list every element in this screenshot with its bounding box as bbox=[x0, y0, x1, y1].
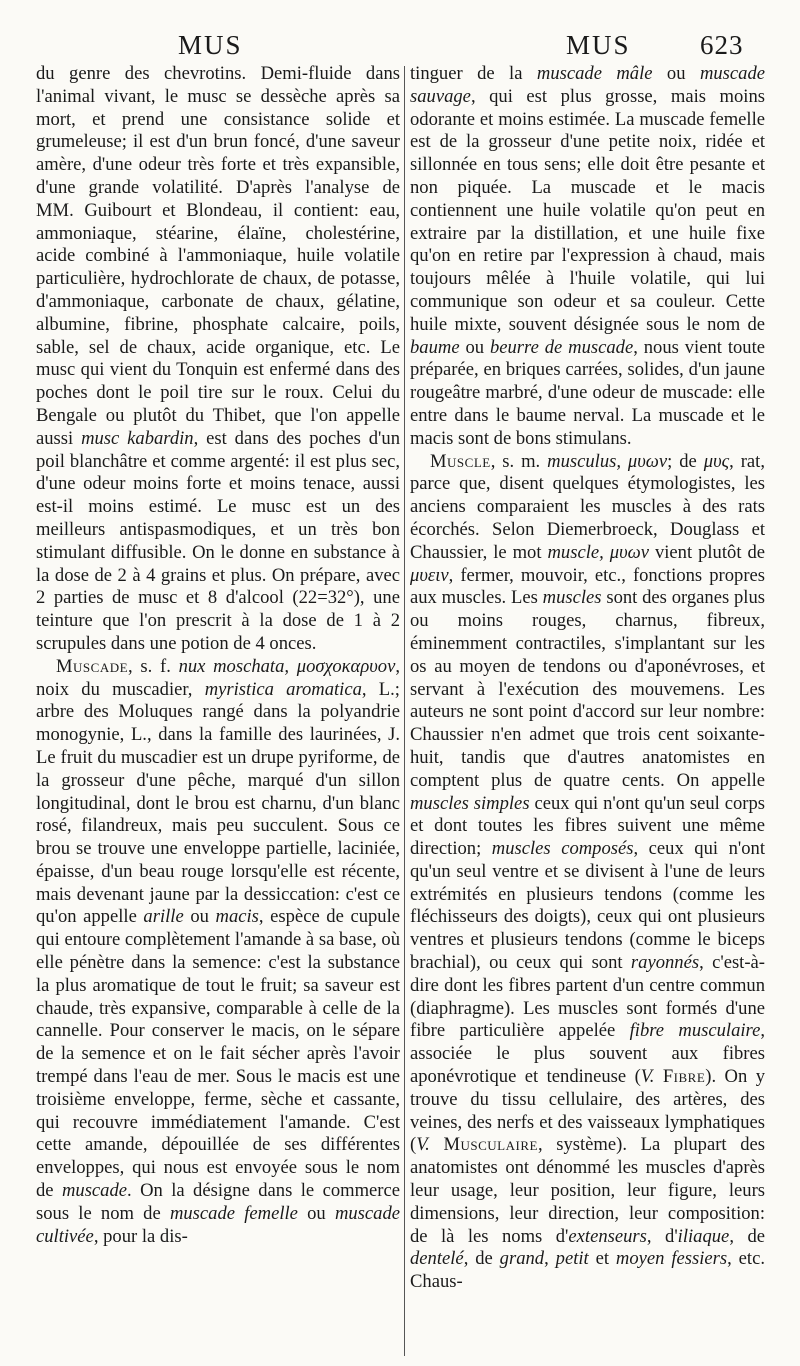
italic-text: baume bbox=[410, 336, 460, 358]
italic-text: macis bbox=[215, 906, 259, 928]
right-column bbox=[410, 63, 765, 1353]
italic-text: beurre de muscade bbox=[489, 336, 634, 358]
italic-text: muscles simples bbox=[410, 792, 530, 814]
text-run: , d' bbox=[646, 1225, 678, 1247]
text-run: , s. f. bbox=[128, 655, 179, 677]
text-run: , noix du muscadier, bbox=[36, 655, 400, 700]
italic-text: V. bbox=[416, 1134, 430, 1156]
entry-headword: Muscade bbox=[56, 655, 129, 677]
italic-text: muscle, μυων bbox=[547, 541, 649, 563]
italic-text: fibre musculaire bbox=[629, 1020, 761, 1042]
text-run: , de bbox=[463, 1248, 500, 1270]
italic-text: muscade mâle bbox=[536, 63, 653, 84]
running-head bbox=[0, 30, 800, 66]
italic-text: muscles composés bbox=[491, 838, 634, 860]
paragraph bbox=[36, 63, 400, 656]
column-rule bbox=[404, 66, 405, 1356]
running-head-right: MUS bbox=[566, 30, 631, 60]
italic-text: musculus, μυων bbox=[547, 450, 668, 472]
italic-text: muscade sauvage bbox=[410, 63, 765, 107]
text-run: . On la désigne dans le commerce sous le nom de bbox=[36, 1180, 400, 1224]
entry-headword: Musculaire bbox=[443, 1134, 538, 1156]
text-run: ou bbox=[652, 63, 700, 84]
italic-text: muscade femelle bbox=[169, 1202, 298, 1224]
text-run: , L.; arbre des Moluques rangé dans la polyandrie monogynie, L., dans la famille des laurinées, J. Le fruit du muscadier est un drupe pyriforme, de la grosseur d'une pêche, marqué d'un sillon longitudinal, dont le brou est charnu, d'un blanc rosé, filandreux, mais peu succulent. Sous ce brou se trouve une enveloppe partielle, laciniée, épaisse, d'un beau rouge lorsqu'elle est récente, mais devenant jaune par la dessiccation: c'est ce qu'on appelle bbox=[36, 678, 400, 928]
paragraph bbox=[410, 451, 765, 1294]
text-run bbox=[654, 1066, 662, 1087]
text-run: , etc. Chaus- bbox=[410, 1248, 765, 1293]
italic-text: muscade bbox=[61, 1180, 128, 1202]
text-run: tinguer de la bbox=[410, 63, 537, 84]
paragraph bbox=[410, 63, 765, 451]
italic-text: V. bbox=[640, 1066, 655, 1088]
italic-text: petit bbox=[555, 1248, 589, 1270]
text-run: , fermer, mouvoir, etc., fonctions propres aux muscles. Les bbox=[410, 564, 765, 609]
text-run: , c'est-à-dire dont les fibres partent d'un centre commun (diaphragme). Les muscles sont formés d'une fibre particulière appelée bbox=[410, 952, 765, 1042]
page-number: 623 bbox=[700, 30, 744, 60]
text-run: , de bbox=[729, 1225, 765, 1247]
italic-text: rayonnés bbox=[630, 952, 700, 974]
italic-text: μυειν bbox=[410, 564, 449, 586]
text-run: et bbox=[588, 1248, 616, 1270]
entry-headword: Fibre bbox=[662, 1066, 706, 1088]
text-run: , s. m. bbox=[490, 450, 548, 472]
italic-text: nux moschata, μοσχοκαρυον bbox=[178, 655, 396, 677]
text-run: du genre des chevrotins. Demi-fluide dans l'animal vivant, le musc se dessèche après sa mort, et prend une consistance solide et grumeleuse; il est d'un brun foncé, d'une saveur amère, d'une odeur très forte et très expansible, d'une grande volatilité. D'après l'analyse de MM. Guibourt et Blondeau, il contient: eau, ammoniaque, stéarine, élaïne, cholestérine, acide combiné à l'ammoniaque, huile volatile particulière, hydrochlorate de chaux, de potasse, d'ammoniaque, carbonate de chaux, gélatine, albumine, fibrine, phosphate calcaire, poils, sable, sel de chaux, acide organique, etc. Le musc qui vient du Tonquin est enfermé dans des poches dont le poil tire sur le roux. Celui du Bengale ou plutôt du Thibet, que l'on appelle aussi bbox=[36, 63, 400, 449]
entry-headword: Muscle bbox=[430, 450, 491, 472]
text-run: , bbox=[544, 1248, 556, 1270]
text-run: , pour la dis- bbox=[93, 1225, 188, 1247]
text-run: vient plutôt de bbox=[648, 541, 765, 563]
italic-text: muscade cultivée bbox=[36, 1202, 400, 1247]
text-run: sont des organes plus ou moins rouges, charnus, fibreux, éminemment contractiles, s'implantant sur les os au moyen de tendons ou d'aponévroses, et servant à l'exécution des mouvemens. Les auteurs ne sont point d'accord sur leur nombre: Chaussier n'en admet que trois cent soixante-huit, tandis que d'autres anatomistes en comptent plus de quatre cents. On appelle bbox=[410, 587, 765, 791]
text-run: ou bbox=[459, 336, 490, 358]
text-run: , système). La plupart des anatomistes ont dénommé les muscles d'après leur usage, leur position, leur figure, leurs dimensions, leur direction, leur composition: de là les noms d' bbox=[410, 1134, 765, 1247]
italic-text: arille bbox=[143, 906, 184, 928]
left-column bbox=[36, 63, 400, 1353]
italic-text: iliaque bbox=[677, 1225, 730, 1247]
text-run: , espèce de cupule qui entoure complètement l'amande à sa base, où elle pénètre dans la semence: c'est la substance la plus aromatique de tout le fruit; sa saveur est chaude, très expansive, comparable à celle de la cannelle. Pour conserver le macis, on le sépare de la semence et on le fait sécher après l'avoir trempé dans l'eau de mer. Sous le macis est une troisième enveloppe, ferme, sèche et cassante, qui recouvre immédiatement l'amande. C'est cette amande, dépouillée de ses différentes enveloppes, qui nous est envoyée sous le nom de bbox=[36, 906, 400, 1202]
italic-text: grand bbox=[499, 1248, 545, 1270]
italic-text: myristica aromatica bbox=[204, 678, 362, 700]
running-head-left: MUS bbox=[178, 30, 243, 60]
text-run: ou bbox=[183, 906, 216, 928]
text-run: ceux qui n'ont qu'un seul corps et dont toutes les fibres suivent une même direction; bbox=[410, 792, 765, 860]
text-run bbox=[430, 1134, 444, 1155]
text-run: , qui est plus grosse, mais moins odorante et moins estimée. La muscade femelle est de la grosseur d'une petite noix, ridée et sillonnée en tous sens; elle doit être pesante et non piquée. La muscade et le macis contiennent une huile volatile qu'on peut en extraire par la distillation, et une huile fixe qu'on en retire par l'expression à chaud, mais toujours mêlée à l'huile volatile, qui lui communique son odeur et sa couleur. Cette huile mixte, souvent désignée sous le nom de bbox=[410, 85, 765, 335]
text-run: , associée le plus souvent aux fibres aponévrotique et tendineuse ( bbox=[410, 1020, 765, 1088]
text-run: , nous vient toute préparée, en briques carrées, solides, d'un jaune rougeâtre marbré, d'une odeur de muscade: elle entre dans le baume nerval. La muscade et le macis sont de bons stimulans. bbox=[410, 336, 765, 449]
text-run: ou bbox=[297, 1202, 335, 1224]
text-run: ; de bbox=[667, 450, 704, 472]
text-run: ). On y trouve du tissu cellulaire, des artères, des veines, des nerfs et des vaisseaux lymphatiques ( bbox=[410, 1066, 765, 1156]
italic-text: muscles bbox=[542, 587, 602, 609]
italic-text: extenseurs bbox=[568, 1225, 647, 1247]
italic-text: moyen fessiers bbox=[615, 1248, 728, 1270]
italic-text: dentelé bbox=[410, 1248, 464, 1270]
italic-text: musc kabardin bbox=[81, 427, 194, 449]
text-run: , ceux qui n'ont qu'un seul ventre et se divisent à l'une de leurs extrémités en plusieurs tendons (comme les fléchisseurs des doigts), ceux qui ont plusieurs ventres et plusieurs tendons (comme le biceps brachial), ou ceux qui sont bbox=[410, 838, 765, 974]
text-run: , est dans des poches d'un poil blanchâtre et comme argenté: il est plus sec, d'une odeur moins forte et moins tenace, aussi est-il moins estimé. Le musc est un des meilleurs antispasmodiques, et un très bon stimulant diffusible. On le donne en substance à la dose de 2 à 4 grains et plus. On prépare, avec 2 parties de musc et 8 d'alcool (22=32°), une teinture que l'on prescrit à la dose de 1 à 2 scrupules dans une potion de 4 onces. bbox=[36, 427, 400, 654]
paragraph bbox=[36, 656, 400, 1249]
italic-text: μυς bbox=[703, 450, 730, 472]
text-run: , rat, parce que, disent quelques étymologistes, les anciens comparaient les muscles à des rats écorchés. Selon Diemerbroeck, Douglass et Chaussier, le mot bbox=[410, 450, 765, 563]
